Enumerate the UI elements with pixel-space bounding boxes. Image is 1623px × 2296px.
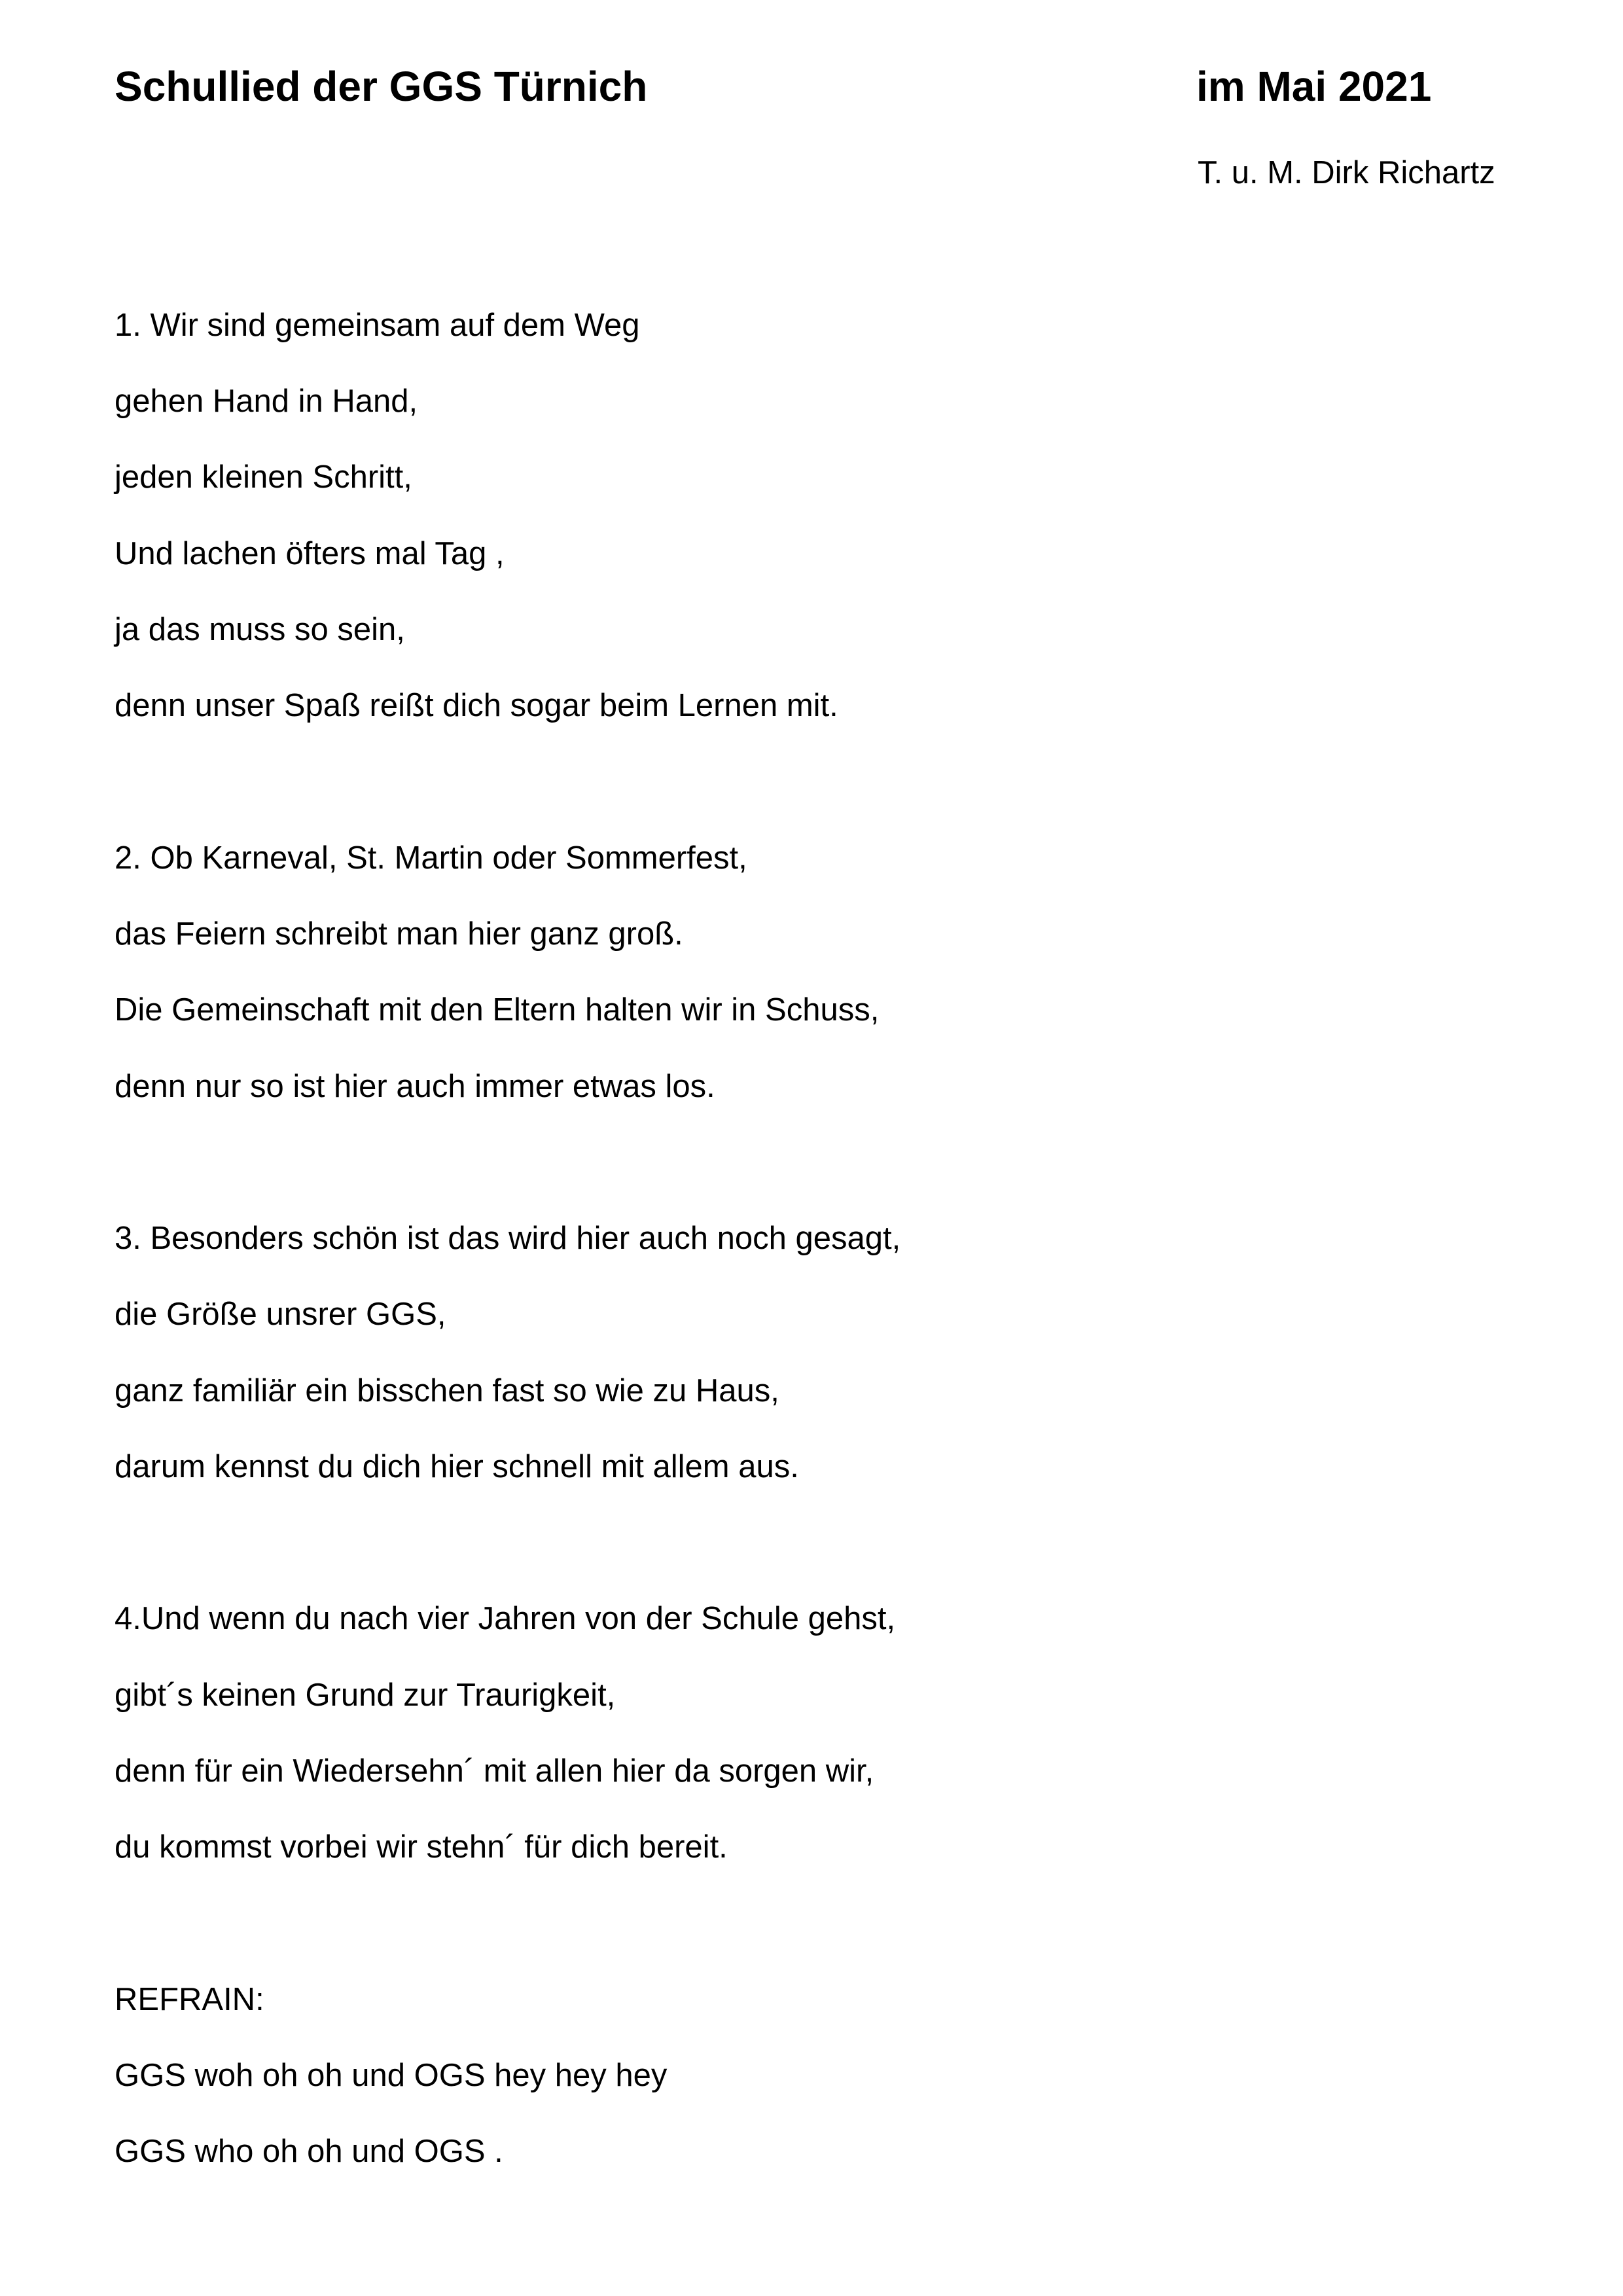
verse-1-line-5: ja das muss so sein, xyxy=(115,612,405,647)
refrain-line-2: GGS who oh oh und OGS . xyxy=(115,2134,503,2169)
verse-2-line-3: Die Gemeinschaft mit den Eltern halten wir in Schuss, xyxy=(115,992,880,1028)
verse-1-line-6: denn unser Spaß reißt dich sogar beim Lernen mit. xyxy=(115,688,838,723)
verse-1-line-4: Und lachen öfters mal Tag , xyxy=(115,536,505,571)
verse-2-line-2: das Feiern schreibt man hier ganz groß. xyxy=(115,916,683,952)
verse-3-line-2: die Größe unsrer GGS, xyxy=(115,1297,446,1332)
verse-2-line-4: denn nur so ist hier auch immer etwas los. xyxy=(115,1069,715,1104)
verse-4-line-4: du kommst vorbei wir stehn´ für dich bereit. xyxy=(115,1829,728,1865)
verse-4-line-1: 4.Und wenn du nach vier Jahren von der Schule gehst, xyxy=(115,1601,896,1636)
song-author: T. u. M. Dirk Richartz xyxy=(1198,155,1495,190)
song-date: im Mai 2021 xyxy=(1196,63,1432,110)
verse-4-line-2: gibt´s keinen Grund zur Traurigkeit, xyxy=(115,1677,616,1713)
verse-1-line-2: gehen Hand in Hand, xyxy=(115,384,418,419)
verse-4-line-3: denn für ein Wiedersehn´ mit allen hier da sorgen wir, xyxy=(115,1753,874,1789)
verse-1-line-3: jeden kleinen Schritt, xyxy=(115,459,412,495)
song-title: Schullied der GGS Türnich xyxy=(115,63,648,110)
refrain-line-1: GGS woh oh oh und OGS hey hey hey xyxy=(115,2058,668,2093)
refrain-heading: REFRAIN: xyxy=(115,1982,264,2017)
verse-2-line-1: 2. Ob Karneval, St. Martin oder Sommerfest, xyxy=(115,840,747,876)
verse-3-line-1: 3. Besonders schön ist das wird hier auch noch gesagt, xyxy=(115,1221,901,1256)
verse-3-line-4: darum kennst du dich hier schnell mit allem aus. xyxy=(115,1449,799,1484)
verse-1-line-1: 1. Wir sind gemeinsam auf dem Weg xyxy=(115,308,640,343)
verse-3-line-3: ganz familiär ein bisschen fast so wie zu Haus, xyxy=(115,1373,779,1408)
